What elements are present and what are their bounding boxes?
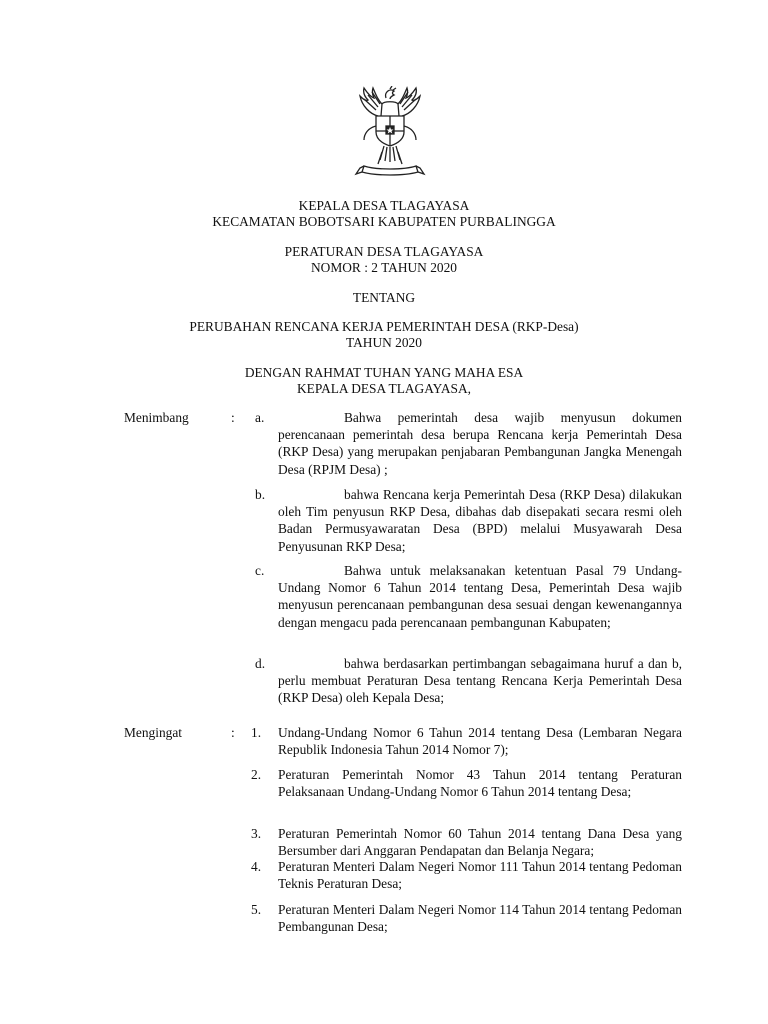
mengingat-item-3: Peraturan Pemerintah Nomor 60 Tahun 2014 tentang Dana Desa yang Bersumber dari Anggaran Pendapatan dan Belanja Negara; — [278, 826, 682, 859]
mengingat-item-2: Peraturan Pemerintah Nomor 43 Tahun 2014 tentang Peraturan Pelaksanaan Undang-Undang Nomor 6 Tahun 2014 tentang Desa; — [278, 767, 682, 800]
mengingat-item-4: Peraturan Menteri Dalam Negeri Nomor 111 Tahun 2014 tentang Pedoman Teknis Peraturan Desa; — [278, 859, 682, 892]
menimbang-marker-d: d. — [255, 656, 266, 671]
mengingat-marker-1: 1. — [251, 725, 262, 740]
menimbang-marker-a: a. — [255, 410, 265, 425]
mengingat-marker-3: 3. — [251, 826, 262, 841]
mengingat-marker-2: 2. — [251, 767, 262, 782]
menimbang-marker-b: b. — [255, 487, 266, 502]
menimbang-text-a: Bahwa pemerintah desa wajib menyusun dokumen perencanaan pemerintah desa berupa Rencana kerja Pemerintah Desa (RKP Desa) yang merupakan penjabaran Pembangunan Jangka Menengah Desa (RPJM Desa) ; — [278, 410, 682, 477]
mengingat-colon: : — [231, 725, 235, 740]
mengingat-item-5: Peraturan Menteri Dalam Negeri Nomor 114 Tahun 2014 tentang Pedoman Pembangunan Desa; — [278, 902, 682, 935]
menimbang-item-a — [278, 409, 682, 478]
header-line-2: KECAMATAN BOBOTSARI KABUPATEN PURBALINGGA — [212, 214, 556, 229]
menimbang-item-b — [278, 486, 682, 555]
menimbang-text-c: Bahwa untuk melaksanakan ketentuan Pasal 79 Undang-Undang Nomor 6 Tahun 2014 tentang Desa, Pemerintah Desa wajib menyusun perencanaan pembangunan desa sesuai dengan kewenangannya dengan mengacu pada perencanaan pembangunan Kabupaten; — [278, 563, 682, 630]
header-line-6: PERUBAHAN RENCANA KERJA PEMERINTAH DESA (RKP-Desa) — [189, 319, 579, 334]
mengingat-marker-4: 4. — [251, 859, 262, 874]
menimbang-colon: : — [231, 410, 235, 425]
menimbang-item-d — [278, 655, 682, 707]
header-line-4: NOMOR : 2 TAHUN 2020 — [311, 260, 457, 275]
menimbang-text-d: bahwa berdasarkan pertimbangan sebagaimana huruf a dan b, perlu membuat Peraturan Desa tentang Rencana Kerja Pemerintah Desa (RKP Desa) oleh Kepala Desa; — [278, 656, 682, 706]
header-line-7: TAHUN 2020 — [346, 335, 422, 350]
menimbang-item-c — [278, 562, 682, 631]
mengingat-marker-5: 5. — [251, 902, 262, 917]
header-line-9: KEPALA DESA TLAGAYASA, — [297, 381, 471, 396]
header-line-5: TENTANG — [352, 290, 416, 305]
header-line-8: DENGAN RAHMAT TUHAN YANG MAHA ESA — [244, 365, 524, 380]
garuda-emblem-icon — [346, 86, 434, 182]
menimbang-text-b: bahwa Rencana kerja Pemerintah Desa (RKP Desa) dilakukan oleh Tim penyusun RKP Desa, dibahas dab disepakati secara resmi oleh Badan Permusyawaratan Desa (BPD) melalui Musyawarah Desa Penyusunan RKP Desa; — [278, 487, 682, 554]
menimbang-marker-c: c. — [255, 563, 265, 578]
header-line-3: PERATURAN DESA TLAGAYASA — [284, 244, 484, 259]
menimbang-label: Menimbang — [124, 410, 189, 425]
mengingat-label: Mengingat — [124, 725, 183, 740]
mengingat-item-1: Undang-Undang Nomor 6 Tahun 2014 tentang Desa (Lembaran Negara Republik Indonesia Tahun 2014 Nomor 7); — [278, 725, 682, 758]
header-line-1: KEPALA DESA TLAGAYASA — [298, 198, 470, 213]
